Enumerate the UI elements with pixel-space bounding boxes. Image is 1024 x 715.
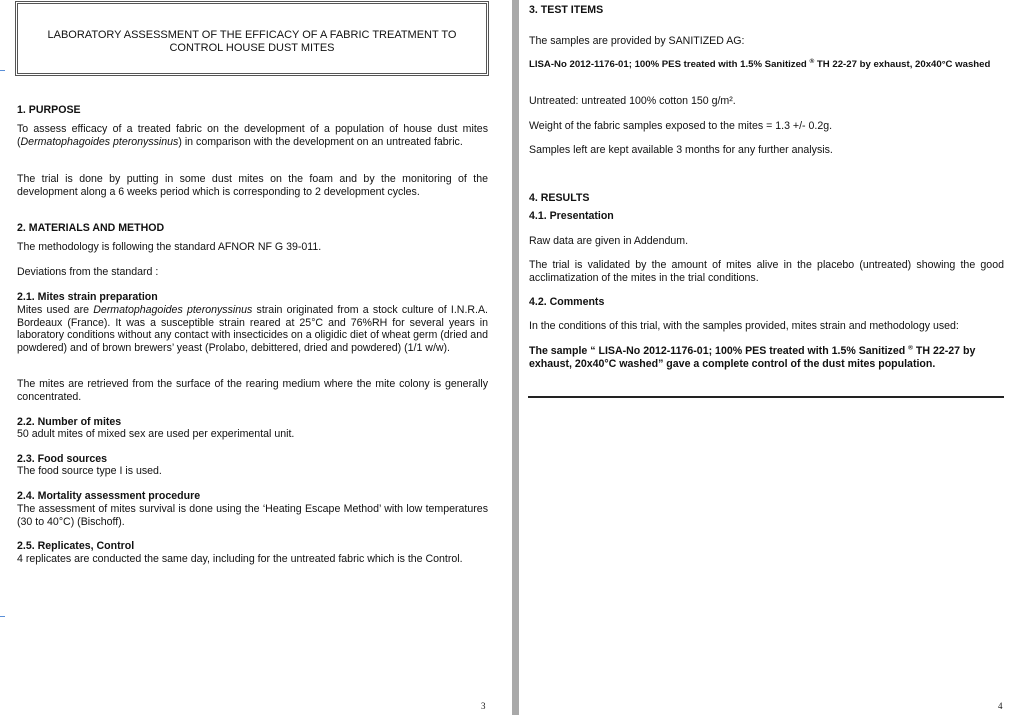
materials-heading: 2. MATERIALS AND METHOD [17,222,165,234]
results-heading: 4. RESULTS [529,192,590,204]
raw-data-text: Raw data are given in Addendum. [529,235,689,247]
section-2-5-text: 4 replicates are conducted the same day, including for the untreated fabric which is the Control. [17,553,463,565]
section-2-1-heading: 2.1. Mites strain preparation [17,291,158,303]
section-2-4-heading: 2.4. Mortality assessment procedure [17,490,201,502]
right-page [519,0,1024,715]
conclusion-text: The sample “ LISA-No 2012-1176-01; 100% PES treated with 1.5% Sanitized ® TH 22-27 by exhaust, 20x40°C washed” gave a complete control of the dust mites population. [529,344,976,370]
section-2-1-paragraph: Mites used are Dermatophagoides pteronyssinus strain originated from a stock culture of I.N.R.A. Bordeaux (France). It was a susceptible strain reared at 25°C and 76%RH for several years in laboratory conditions without any contact with insecticides on a oligidic diet of wheat germ (dried and powdered) and of brown brewers’ yeast (Prolabo, debittered, dried and powdered) (1/1 w/w). [17,304,488,354]
section-2-2-heading: 2.2. Number of mites [17,416,122,428]
purpose-paragraph-1: To assess efficacy of a treated fabric on the development of a population of house dust mites (Dermatophagoides pteronyssinus) in comparison with the development on an untreated fabric. [17,123,488,148]
report-title-box [15,1,489,76]
report-title [18,29,486,55]
margin-mark [0,70,5,71]
untreated-text: Untreated: untreated 100% cotton 150 g/m². [529,95,736,107]
lisa-sample-id: LISA-No 2012-1176-01; 100% PES treated with 1.5% Sanitized ® TH 22-27 by exhaust, 20x40°C washed [529,57,991,70]
purpose-heading: 1. PURPOSE [17,104,81,116]
section-2-4-text: The assessment of mites survival is done using the ‘Heating Escape Method’ with low temperatures (30 to 40°C) (Bischoff). [17,503,488,528]
horizontal-rule [528,396,1004,398]
page-number: 3 [481,701,486,711]
test-items-heading: 3. TEST ITEMS [529,4,604,16]
validated-text: The trial is validated by the amount of mites alive in the placebo (untreated) showing the good acclimatization of the mites in the trial conditions. [529,259,1004,284]
deviations-text: Deviations from the standard : [17,266,159,278]
methodology-text: The methodology is following the standard AFNOR NF G 39-011. [17,241,322,253]
conditions-text: In the conditions of this trial, with the samples provided, mites strain and methodology used: [529,320,959,332]
section-2-3-heading: 2.3. Food sources [17,453,108,465]
purpose-paragraph-2: The trial is done by putting in some dust mites on the foam and by the monitoring of the development along a 6 weeks period which is corresponding to 2 development cycles. [17,173,488,198]
report-title-line-1: LABORATORY ASSESSMENT OF THE EFFICACY OF A FABRIC TREATMENT TO [47,29,457,41]
section-2-5-heading: 2.5. Replicates, Control [17,540,135,552]
samples-left-text: Samples left are kept available 3 months for any further analysis. [529,144,833,156]
section-2-3-text: The food source type I is used. [17,465,162,477]
section-2-1-paragraph-2: The mites are retrieved from the surface of the rearing medium where the mite colony is generally concentrated. [17,378,488,403]
section-4-1-heading: 4.1. Presentation [529,210,614,222]
provided-text: The samples are provided by SANITIZED AG: [529,35,745,47]
weight-text: Weight of the fabric samples exposed to the mites = 1.3 +/- 0.2g. [529,120,833,132]
page-number: 4 [998,701,1003,711]
margin-mark [0,616,5,617]
section-4-2-heading: 4.2. Comments [529,296,605,308]
section-2-2-text: 50 adult mites of mixed sex are used per experimental unit. [17,428,295,440]
page-gutter [512,0,519,715]
report-title-line-2: CONTROL HOUSE DUST MITES [169,42,335,54]
